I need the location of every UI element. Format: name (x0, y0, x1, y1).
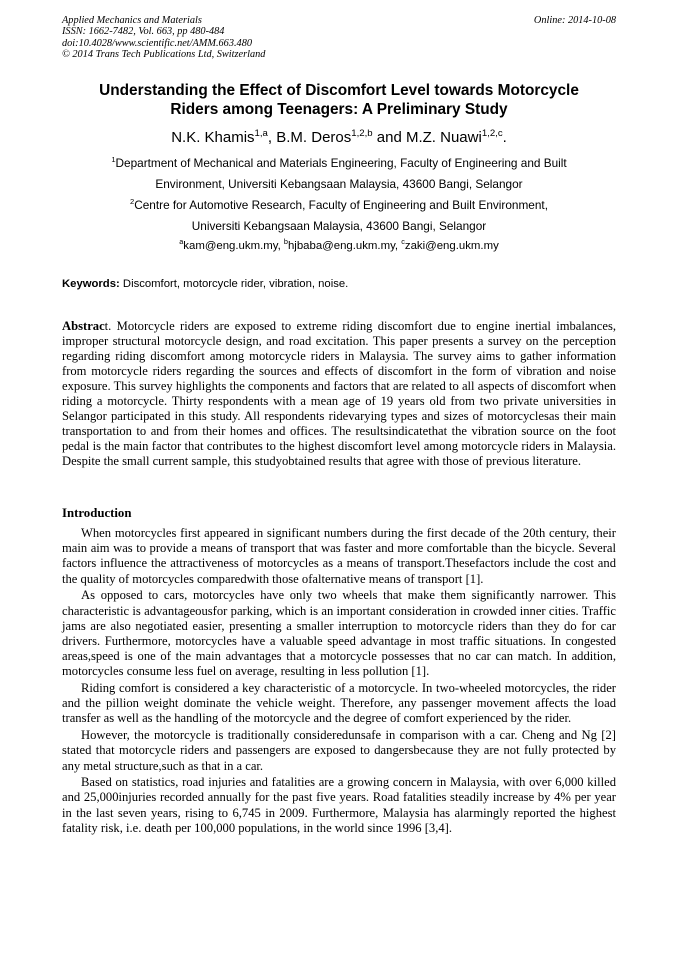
abstract-label: Abstrac (62, 319, 105, 333)
author-3-affil: 1,2,c (481, 128, 503, 139)
paragraph: When motorcycles first appeared in significant numbers during the first decade of the 20th century, their main aim was to provide a means of transport that was faster and more comfortable than the bicycle. Several factors influence the attractiveness of motorcycles as a means of transport.Thesefactors include the cost and the quality of motorcycles comparedwith those ofalternative means of transport [1]. (62, 526, 616, 586)
email-a: kam@eng.ukm.my, (183, 240, 284, 252)
title-line-2: Riders among Teenagers: A Preliminary Study (170, 101, 508, 118)
keywords-text: Discomfort, motorcycle rider, vibration, noise. (119, 278, 349, 290)
abstract (62, 319, 616, 469)
journal-name: Applied Mechanics and Materials (62, 15, 202, 26)
author-1-affil: 1,a (254, 128, 268, 139)
journal-copyright: © 2014 Trans Tech Publications Ltd, Switzerland (62, 48, 266, 60)
affiliation-1-line-1: $^1$Department of Mechanical and Materials Engineering, Faculty of Engineering and Built (111, 155, 567, 170)
journal-header (62, 15, 616, 60)
author-list (62, 129, 616, 147)
author-separator: , (267, 129, 277, 146)
affiliations (62, 153, 616, 237)
paragraph: As opposed to cars, motorcycles have only two wheels that make them significantly narrower. This characteristic is advantageousfor parking, which is an important consideration in crowded inner cities. Traffic jams are also negotiated easier, presenting a smaller interruption to motorcycle riders than they do for car drivers. Furthermore, motorcycles have a valuable speed advantage in most traffic situations. In congested areas,speed is one of the main advantages that a motorcycle possesses that no car can match. In addition, motorcycles consume less fuel on average, resulting in less pollution [1]. (62, 588, 616, 679)
author-separator: and (372, 129, 406, 146)
email-b: hjbaba@eng.ukm.my, (287, 240, 402, 252)
journal-doi: doi:10.4028/www.scientific.net/AMM.663.480 (62, 37, 252, 49)
paper-title (62, 81, 616, 119)
keywords (62, 277, 616, 292)
author-emails (62, 238, 616, 254)
title-line-1: Understanding the Effect of Discomfort Level towards Motorcycle (99, 82, 579, 99)
author-end: . (502, 129, 507, 146)
journal-issn: ISSN: 1662-7482, Vol. 663, pp 480-484 (62, 26, 225, 38)
abstract-label-tail: t. (104, 319, 112, 333)
paragraph: Based on statistics, road injuries and fatalities are a growing concern in Malaysia, with over 6,000 killed and 25,000injuries recorded annually for the past five years. Road fatalities steadily increase by 4% per year in the last seven years, rising to 6,745 in 2009. Furthermore, Malaysia has alarmingly reported the highest fatality risk, i.e. death per 100,000 populations, in the world since 1996 [3,4]. (62, 775, 616, 835)
email-marker-a: a (179, 237, 184, 247)
paragraph: However, the motorcycle is traditionally consideredunsafe in comparison with a car. Cheng and Ng [2] stated that motorcycle riders and passengers are exposed to dangersbecause they are not fully protected by any metal structure,such as that in a car. (62, 728, 616, 773)
email-marker-c: c (401, 237, 405, 247)
keywords-label: Keywords: (62, 278, 120, 290)
introduction-body (62, 526, 616, 838)
email-c: zaki@eng.ukm.my (404, 240, 499, 252)
author-2-affil: 1,2,b (351, 128, 373, 139)
affiliation-2-line-2: Universiti Kebangsaan Malaysia, 43600 Bangi, Selangor (191, 219, 487, 233)
abstract-text: Motorcycle riders are exposed to extreme riding discomfort due to engine inertial imbalances, improper structural motorcycle design, and road excitation. This paper presents a survey on the perception regarding riding discomfort among motorcycle riders in Malaysia. The survey aims to gather information from motorcycle riders regarding the sources and effects of discomfort in the form of vibration and noise exposure. This survey highlights the components and factors that are related to all aspects of discomfort when riding a motorcycle. Thirty respondents with a mean age of 19 years old from two private universities in Selangor participated in this study. All respondents ridevarying types and sizes of motorcyclesas their main transportation to and from their homes and offices. The resultsindicatethat the vibration source on the foot pedal is the main factor that contributes to the highest discomfort level among motorcycle riders in Malaysia. Despite the small current sample, this studyobtained results that agree with those of previous literature. (62, 319, 616, 468)
section-heading-introduction: Introduction (62, 506, 132, 520)
online-date: Online: 2014-10-08 (533, 15, 616, 26)
email-marker-b: b (283, 237, 288, 247)
affiliation-2-line-1: $^2$Centre for Automotive Research, Faculty of Engineering and Built Environment, (130, 197, 548, 212)
author-3: M.Z. Nuawi (405, 129, 482, 146)
author-1: N.K. Khamis (171, 129, 255, 146)
affiliation-2-marker: 2 (130, 197, 135, 207)
author-2: B.M. Deros (276, 129, 352, 146)
affiliation-1-marker: 1 (111, 155, 116, 165)
paragraph: Riding comfort is considered a key characteristic of a motorcycle. In two-wheeled motorcycles, the rider and the pillion weight dominate the vehicle weight. Therefore, any passenger movement affects the load transfer as well as the handling of the motorcycle and the degree of comfort experienced by the rider. (62, 681, 616, 726)
affiliation-1-line-2: Environment, Universiti Kebangsaan Malaysia, 43600 Bangi, Selangor (155, 177, 523, 191)
